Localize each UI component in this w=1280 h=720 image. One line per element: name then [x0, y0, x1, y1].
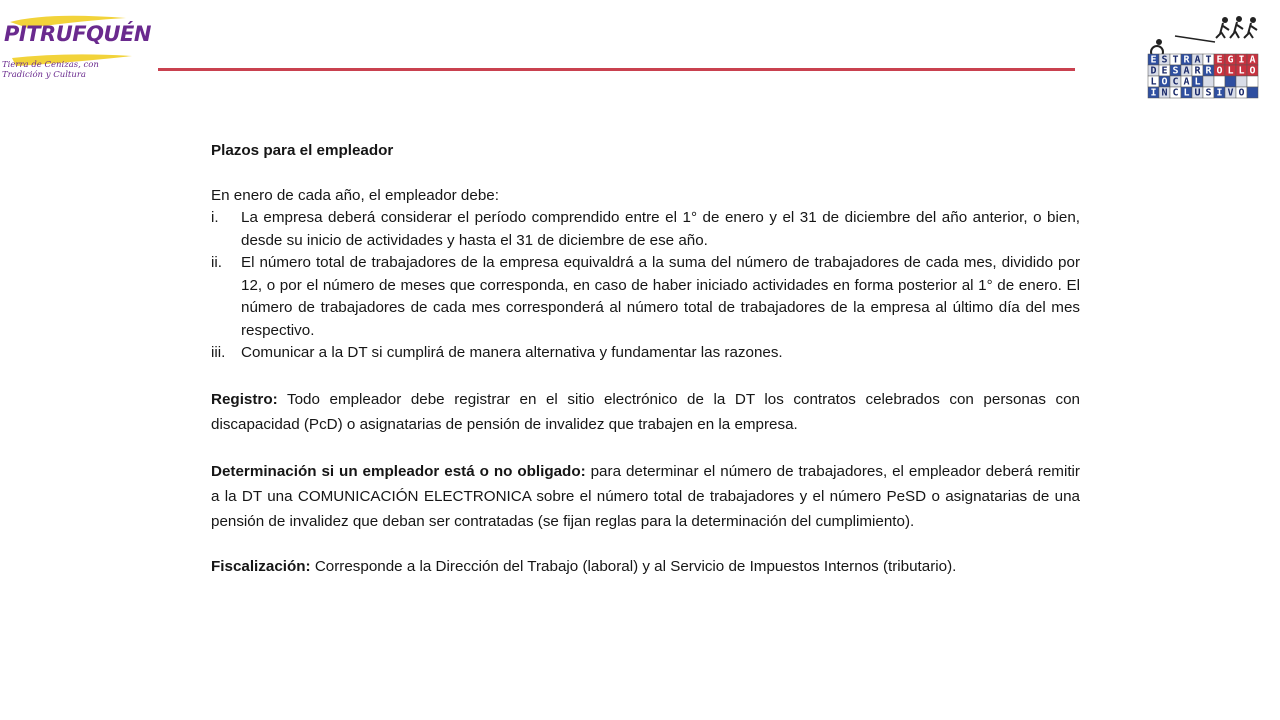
logo-grid-letter: V: [1227, 87, 1234, 99]
logo-grid-letter: S: [1172, 65, 1179, 77]
logo-grid-letter: R: [1194, 65, 1201, 77]
section-title: Plazos para el empleador: [211, 142, 394, 159]
logo-grid-letter: R: [1205, 65, 1212, 77]
list-marker: iii.: [211, 344, 226, 361]
fiscalizacion-label: Fiscalización:: [211, 557, 311, 575]
list-item-text: El número total de trabajadores de la empresa equivaldrá a la suma del número de trabajadores de cada mes, dividido por 12, o por el número de meses que corresponda, en caso de haber iniciado actividades en forma posterior al 1° de enero. El número de trabajadores de cada mes corresponderá al número total de trabajadores de la empresa al último día del mes respectivo.: [241, 254, 1080, 339]
logo-grid-letter: C: [1172, 87, 1179, 99]
logo-grid-letter: A: [1183, 76, 1190, 88]
list-marker: i.: [211, 209, 219, 226]
logo-grid-letter: I: [1150, 87, 1157, 99]
logo-grid-letter: I: [1238, 54, 1245, 66]
logo-grid-letter: O: [1238, 87, 1245, 99]
logo-grid-letter: G: [1227, 54, 1234, 66]
header-divider: [158, 68, 1075, 71]
registro-paragraph: [211, 387, 1080, 437]
logo-grid-cell: [1225, 76, 1236, 87]
logo-grid-cell: [1247, 87, 1258, 98]
logo-grid-letter: S: [1161, 54, 1168, 66]
logo-grid-letter: U: [1194, 87, 1201, 99]
logo-grid-letter: L: [1194, 76, 1201, 88]
logo-grid-cell: [1247, 76, 1258, 87]
registro-text: Todo empleador debe registrar en el sitio electrónico de la DT los contratos celebrados con personas con discapacidad (PcD) o asignatarias de pensión de invalidez que trabajen en la empresa.: [211, 390, 1080, 433]
logo-grid-letter: I: [1216, 87, 1223, 99]
fiscalizacion-paragraph: [211, 556, 1080, 579]
list-item-text: Comunicar a la DT si cumplirá de manera alternativa y fundamentar las razones.: [241, 344, 783, 361]
logo-grid-cell: [1214, 76, 1225, 87]
determinacion-paragraph: [211, 459, 1080, 534]
logo-grid-cell: [1203, 76, 1214, 87]
list-marker: ii.: [211, 254, 222, 271]
logo-grid-letter: L: [1183, 87, 1190, 99]
logo-grid-letter: A: [1183, 65, 1190, 77]
logo-grid-letter: L: [1238, 65, 1245, 77]
list-item: [211, 252, 1080, 342]
fiscalizacion-text: Corresponde a la Dirección del Trabajo (laboral) y al Servicio de Impuestos Internos (tributario).: [310, 557, 957, 575]
logo-grid-letter: O: [1216, 65, 1223, 77]
logo-grid-letter: N: [1161, 87, 1168, 99]
determinacion-label: Determinación si un empleador está o no obligado:: [211, 462, 586, 480]
logo-grid-letter: S: [1205, 87, 1212, 99]
estrategia-logo: [1145, 14, 1263, 100]
logo-grid-letter: A: [1249, 54, 1256, 66]
logo-grid-letter: E: [1216, 54, 1223, 66]
logo-grid-letter: O: [1161, 76, 1168, 88]
registro-label: Registro:: [211, 390, 278, 408]
edli-logo-icon: [1145, 14, 1263, 100]
requirements-list: [211, 207, 1080, 365]
logo-grid-letter: D: [1150, 65, 1157, 77]
intro-text: En enero de cada año, el empleador debe:: [211, 186, 499, 204]
list-item: [211, 207, 1080, 252]
logo-grid-letter: O: [1249, 65, 1256, 77]
logo-grid-letter: E: [1161, 65, 1168, 77]
brand-tagline: Tierra de Cenizas, con Tradición y Cultura: [2, 60, 99, 80]
determinacion-text: para determinar el número de trabajadores, el empleador deberá remitir a la DT una COMUNICACIÓN ELECTRONICA sobre el número total de trabajadores y el número PeSD o asignatarias de una pensión de invalidez que deban ser contratadas (se fijan reglas para la determinación del cumplimiento).: [211, 462, 1080, 530]
logo-grid-letter: A: [1194, 54, 1201, 66]
document-body: [211, 140, 1080, 578]
logo-grid-letter: C: [1172, 76, 1179, 88]
brand-name: PITRUFQUÉN: [4, 22, 151, 46]
logo-grid-letter: E: [1150, 54, 1157, 66]
list-item: [211, 342, 1080, 365]
logo-grid-cell: [1236, 76, 1247, 87]
logo-grid-letter: L: [1150, 76, 1157, 88]
list-item-text: La empresa deberá considerar el período comprendido entre el 1° de enero y el 31 de diciembre del año anterior, o bien, desde su inicio de actividades y hasta el 31 de diciembre de ese año.: [241, 209, 1080, 249]
logo-grid-letter: T: [1172, 54, 1179, 66]
logo-grid-letter: T: [1205, 54, 1212, 66]
logo-grid-letter: L: [1227, 65, 1234, 77]
logo-grid-letter: R: [1183, 54, 1190, 66]
